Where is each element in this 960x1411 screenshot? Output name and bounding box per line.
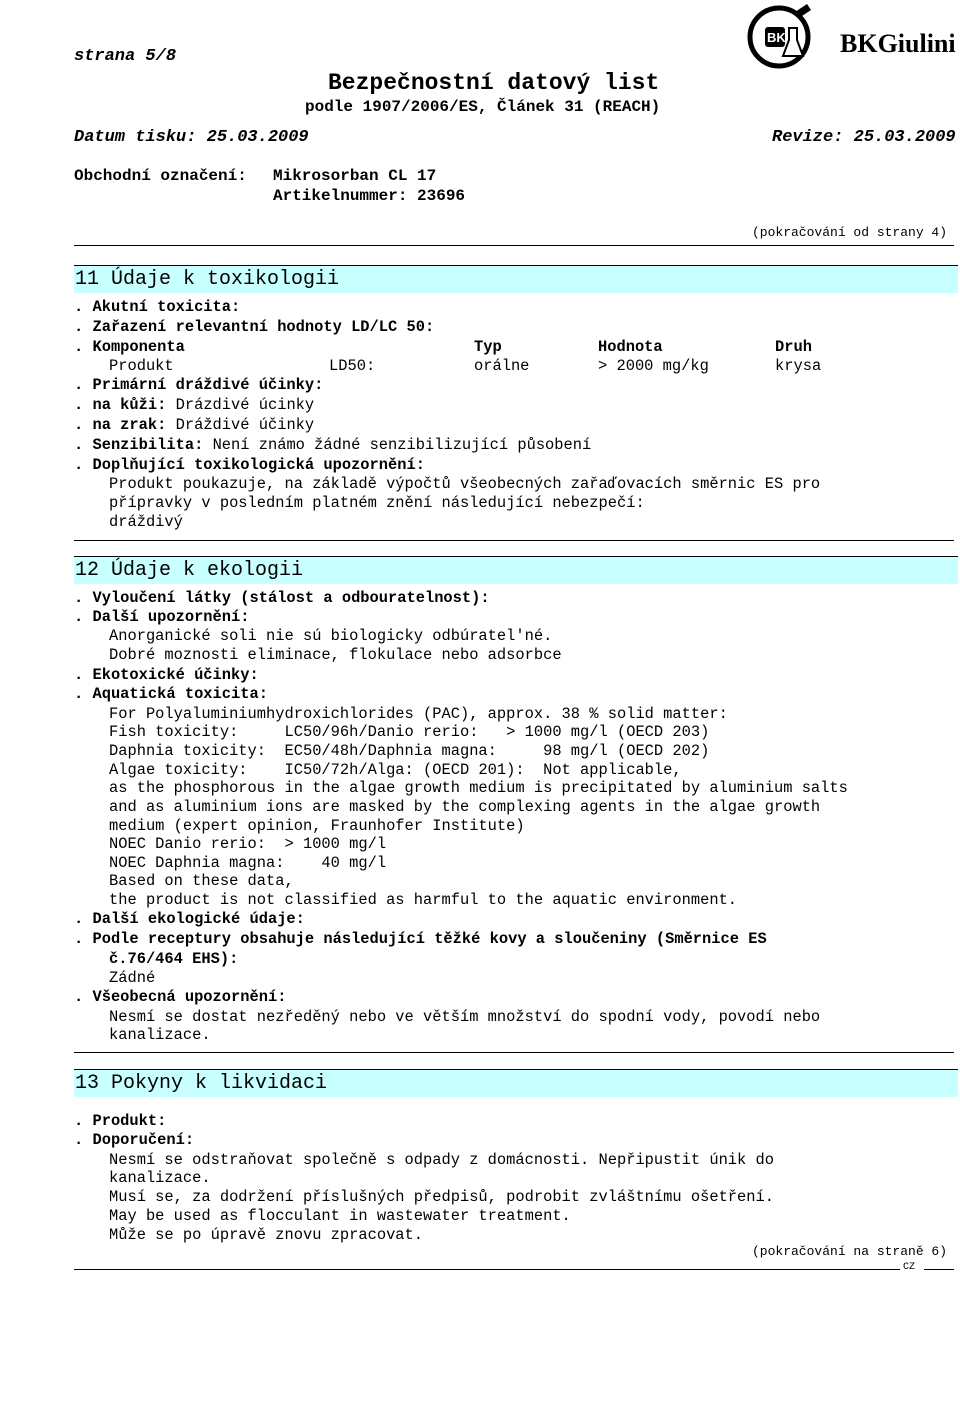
- aquatic-line-7: medium (expert opinion, Fraunhofer Institute): [109, 817, 525, 835]
- further-info-2: Dobré moznosti eliminace, flokulace nebo adsorbce: [109, 646, 562, 664]
- general-notes-2: kanalizace.: [109, 1026, 211, 1044]
- heavy-metals-line-2: č.76/464 EHS):: [109, 950, 239, 968]
- heavy-metals-value: Zádné: [109, 969, 156, 987]
- toxicology-text-3: dráždivý: [109, 513, 183, 531]
- continued-from: (pokračování od strany 4): [752, 225, 948, 240]
- revision-date: Revize: 25.03.2009: [772, 128, 956, 147]
- heavy-metals-line-1: . Podle receptury obsahuje následující těžké kovy a sloučeniny (Směrnice ES: [74, 930, 767, 948]
- document-title: Bezpečnostní datový list: [328, 70, 660, 96]
- skin-effect: . na kůži: Drázdivé úcinky: [74, 396, 315, 414]
- header-divider: [74, 245, 954, 246]
- further-info-1: Anorganické soli nie sú biologicky odbúratel'né.: [109, 627, 553, 645]
- section-11-divider: [74, 540, 954, 541]
- footer-rule-left: [74, 1269, 900, 1270]
- recommendation-1: Nesmí se odstraňovat společně s odpady z domácnosti. Nepřipustit únik do: [109, 1151, 774, 1169]
- recommendation-3: Musí se, za dodržení příslušných předpisů, podrobit zvláštnímu ošetření.: [109, 1188, 774, 1206]
- table-cell-ld: LD50:: [329, 357, 376, 375]
- trade-name: Mikrosorban CL 17: [273, 167, 437, 185]
- sensitization: . Senzibilita: Není známo žádné senzibilizující působení: [74, 436, 592, 454]
- product-label: . Produkt:: [74, 1112, 167, 1130]
- table-cell-type: orálne: [474, 357, 530, 375]
- article-number: Artikelnummer: 23696: [273, 187, 466, 205]
- aquatic-line-5: as the phosphorous in the algae growth medium is precipitated by aluminium salts: [109, 779, 848, 797]
- table-cell-component: Produkt: [109, 357, 174, 375]
- aquatic-line-11: the product is not classified as harmful to the aquatic environment.: [109, 891, 738, 909]
- trade-label: Obchodní označení:: [74, 167, 247, 185]
- table-head-component: . Komponenta: [74, 338, 185, 356]
- table-cell-value: > 2000 mg/kg: [598, 357, 709, 375]
- ecotoxic-label: . Ekotoxické účinky:: [74, 666, 259, 684]
- aquatic-line-4: Algae toxicity: IC50/72h/Alga: (OECD 201): Not applicable,: [109, 761, 682, 779]
- general-notes-label: . Všeobecná upozornění:: [74, 988, 287, 1006]
- table-cell-species: krysa: [775, 357, 822, 375]
- recommendation-4: May be used as flocculant in wastewater treatment.: [109, 1207, 571, 1225]
- primary-irritant-label: . Primární dráždivé účinky:: [74, 376, 324, 394]
- recommendation-5: Může se po úpravě znovu zpracovat.: [109, 1226, 424, 1244]
- elimination-label: . Vyloučení látky (stálost a odbouratelnost):: [74, 589, 490, 607]
- logo-badge: BK: [767, 30, 786, 45]
- toxicology-text-1: Produkt poukazuje, na základě výpočtů všeobecných zařaďovacích směrnic ES pro: [109, 475, 821, 493]
- eye-effect: . na zrak: Dráždivé účinky: [74, 416, 315, 434]
- eco-more-label: . Další ekologické údaje:: [74, 910, 305, 928]
- aquatic-line-10: Based on these data,: [109, 872, 294, 890]
- aquatic-line-3: Daphnia toxicity: EC50/48h/Daphnia magna: 98 mg/l (OECD 202): [109, 742, 710, 760]
- page-number: strana 5/8: [74, 47, 177, 66]
- bk-giulini-logo: [745, 0, 960, 75]
- aquatic-line-9: NOEC Daphnia magna: 40 mg/l: [109, 854, 387, 872]
- aquatic-toxicity-label: . Aquatická toxicita:: [74, 685, 268, 703]
- recommendation-label: . Doporučení:: [74, 1131, 195, 1149]
- aquatic-line-6: and as aluminium ions are masked by the complexing agents in the algae growth: [109, 798, 821, 816]
- print-date: Datum tisku: 25.03.2009: [74, 128, 309, 147]
- country-code: CZ: [903, 1262, 916, 1273]
- continued-on: (pokračování na straně 6): [752, 1244, 948, 1259]
- section-12-divider: [74, 1052, 954, 1053]
- logo-text: BKGiulini: [840, 29, 956, 58]
- table-head-value: Hodnota: [598, 338, 663, 356]
- document-subtitle: podle 1907/2006/ES, Článek 31 (REACH): [305, 98, 661, 116]
- aquatic-line-1: For Polyaluminiumhydroxichlorides (PAC), approx. 38 % solid matter:: [109, 705, 728, 723]
- table-head-type: Typ: [474, 338, 502, 356]
- aquatic-line-2: Fish toxicity: LC50/96h/Danio rerio: > 1000 mg/l (OECD 203): [109, 723, 710, 741]
- footer-rule-right: [924, 1269, 954, 1270]
- aquatic-line-8: NOEC Danio rerio: > 1000 mg/l: [109, 835, 387, 853]
- general-notes-1: Nesmí se dostat nezředěný nebo ve větším množství do spodní vody, povodí nebo: [109, 1008, 821, 1026]
- acute-toxicity-label: . Akutní toxicita:: [74, 298, 241, 316]
- ld-classification-label: . Zařazení relevantní hodnoty LD/LC 50:: [74, 318, 435, 336]
- toxicology-text-2: přípravky v posledním platném znění následující nebezpečí:: [109, 494, 645, 512]
- section-12-heading: 12 Údaje k ekologii: [74, 556, 958, 584]
- section-13-heading: 13 Pokyny k likvidaci: [74, 1069, 958, 1097]
- additional-toxicology-label: . Doplňující toxikologická upozornění:: [74, 456, 425, 474]
- further-info-label: . Další upozornění:: [74, 608, 250, 626]
- table-head-species: Druh: [775, 338, 812, 356]
- section-11-heading: 11 Údaje k toxikologii: [74, 265, 958, 293]
- recommendation-2: kanalizace.: [109, 1169, 211, 1187]
